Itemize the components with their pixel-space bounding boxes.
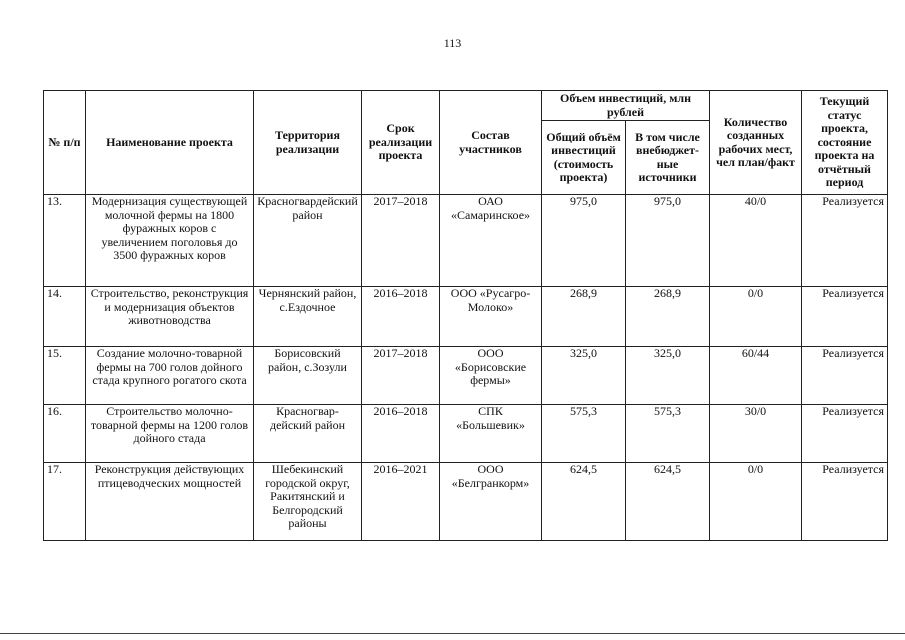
row-jobs: 0/0 xyxy=(710,463,802,541)
row-project-name: Строительство молочно-товарной фермы на 1200 голов дойного стада xyxy=(86,405,254,463)
header-jobs: Количество созданных рабочих мест, чел план/факт xyxy=(710,91,802,195)
row-participants: ОАО «Самаринское» xyxy=(440,195,542,287)
row-project-name: Строительство, реконструкция и модернизация объектов животноводства xyxy=(86,287,254,347)
row-num: 14. xyxy=(44,287,86,347)
header-period: Срок реализации проекта xyxy=(362,91,440,195)
row-period: 2016–2021 xyxy=(362,463,440,541)
row-total: 975,0 xyxy=(542,195,626,287)
row-territory: Шебекинский городской округ, Ракитянский и Белгородский районы xyxy=(254,463,362,541)
row-jobs: 30/0 xyxy=(710,405,802,463)
row-jobs: 60/44 xyxy=(710,347,802,405)
header-total: Общий объём инвестиций (стоимость проекта) xyxy=(542,121,626,195)
row-status: Реализуется xyxy=(802,347,888,405)
row-participants: СПК «Большевик» xyxy=(440,405,542,463)
row-nonbudget: 624,5 xyxy=(626,463,710,541)
row-status: Реализуется xyxy=(802,405,888,463)
row-participants: ООО «Русагро-Молоко» xyxy=(440,287,542,347)
table-row xyxy=(44,347,888,405)
row-period: 2016–2018 xyxy=(362,405,440,463)
row-status: Реализуется xyxy=(802,287,888,347)
header-status: Текущий статус проекта, состояние проекта на отчётный период xyxy=(802,91,888,195)
row-num: 16. xyxy=(44,405,86,463)
table-row xyxy=(44,405,888,463)
table-row xyxy=(44,463,888,541)
header-name: Наименование проекта xyxy=(86,91,254,195)
row-nonbudget: 575,3 xyxy=(626,405,710,463)
row-period: 2017–2018 xyxy=(362,195,440,287)
row-status: Реализуется xyxy=(802,195,888,287)
page-number: 113 xyxy=(443,36,462,50)
header-nonbudget: В том числе внебюджет-ные источники xyxy=(626,121,710,195)
row-territory: Красногвар-дейский район xyxy=(254,405,362,463)
investment-projects-table xyxy=(43,90,888,541)
row-nonbudget: 325,0 xyxy=(626,347,710,405)
row-territory: Борисовский район, с.Зозули xyxy=(254,347,362,405)
row-participants: ООО «Борисовские фермы» xyxy=(440,347,542,405)
row-total: 268,9 xyxy=(542,287,626,347)
row-total: 325,0 xyxy=(542,347,626,405)
page-bottom-rule xyxy=(0,633,905,634)
row-participants: ООО «Белгранкорм» xyxy=(440,463,542,541)
row-num: 17. xyxy=(44,463,86,541)
row-jobs: 0/0 xyxy=(710,287,802,347)
table-row xyxy=(44,195,888,287)
header-row-1 xyxy=(44,91,888,121)
row-nonbudget: 975,0 xyxy=(626,195,710,287)
row-num: 15. xyxy=(44,347,86,405)
row-period: 2016–2018 xyxy=(362,287,440,347)
header-num: № п/п xyxy=(44,91,86,195)
header-participants: Состав участников xyxy=(440,91,542,195)
row-total: 624,5 xyxy=(542,463,626,541)
row-nonbudget: 268,9 xyxy=(626,287,710,347)
row-jobs: 40/0 xyxy=(710,195,802,287)
row-status: Реализуется xyxy=(802,463,888,541)
row-territory: Чернянский район, с.Ездочное xyxy=(254,287,362,347)
row-period: 2017–2018 xyxy=(362,347,440,405)
header-investments: Объем инвестиций, млн рублей xyxy=(542,91,710,121)
table-row xyxy=(44,287,888,347)
row-num: 13. xyxy=(44,195,86,287)
row-territory: Красногвардейский район xyxy=(254,195,362,287)
row-total: 575,3 xyxy=(542,405,626,463)
row-project-name: Модернизация существующей молочной фермы на 1800 фуражных коров с увеличением поголовья до 3500 фуражных коров xyxy=(86,195,254,287)
row-project-name: Реконструкция действующих птицеводческих мощностей xyxy=(86,463,254,541)
row-project-name: Создание молочно-товарной фермы на 700 голов дойного стада крупного рогатого скота xyxy=(86,347,254,405)
header-territory: Территория реализации xyxy=(254,91,362,195)
